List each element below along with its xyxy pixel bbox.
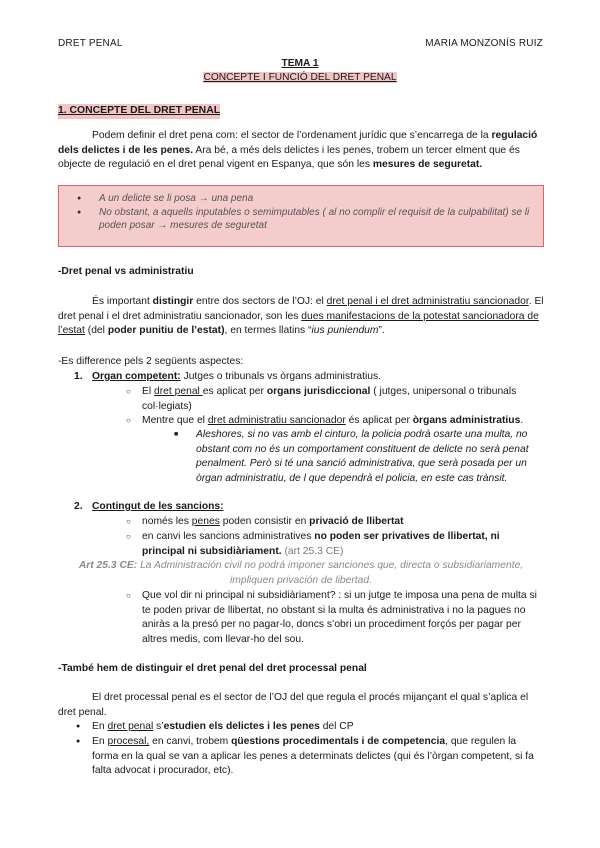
tema-subtitle bbox=[0, 71, 600, 86]
bold-text: poder punitiu de l’estat) bbox=[107, 325, 225, 337]
list-item bbox=[74, 370, 544, 385]
item-label: Organ competent: bbox=[92, 371, 181, 382]
bold-text: privació de llibertat bbox=[309, 516, 404, 527]
text: Jutges o tribunals vs òrgans administratius. bbox=[180, 371, 381, 382]
underlined-text: dret penal bbox=[154, 386, 203, 397]
bold-text: estudien els delictes i les penes bbox=[163, 721, 320, 732]
paragraph: El dret processal penal es el sector de l’OJ del que regula el procés mijançant el qual s’aplica el dret penal. bbox=[58, 692, 529, 718]
text: Que vol dir ni principal ni subsidiàriament? : si un jutge te imposa una pena de multa si te poden privar de llibertat, no obstant si la multa és administrativa i no la pagues no aniràs a la presó per no pagar-lo, doncs s’obri un procediment forçós per pagar per altres medis, com llevar-ho del sou. bbox=[142, 590, 537, 645]
text: , que regulen la forma en la qual se van a aplicar les penes a determinats delictes (qui és l’òrgan competent, si fa falta advocat i procurador, etc). bbox=[92, 736, 534, 777]
tema-subtitle-text: CONCEPTE I FUNCIÓ DEL DRET PENAL bbox=[203, 72, 397, 83]
item-number: 2. bbox=[74, 501, 83, 512]
header-left: DRET PENAL bbox=[58, 38, 123, 49]
circle-bullet-icon: ○ bbox=[126, 591, 131, 600]
underlined-text: penes bbox=[191, 516, 220, 527]
list-item bbox=[126, 385, 544, 414]
intro-paragraph bbox=[58, 129, 544, 173]
bold-text: qüestions procedimentals i de competencia bbox=[231, 736, 446, 747]
bold-text: organs jurisdiccional bbox=[266, 386, 371, 397]
list-item bbox=[126, 414, 544, 429]
text: . bbox=[520, 415, 524, 426]
list-intro: -Es difference pels 2 següents aspectes: bbox=[58, 356, 244, 367]
list-item bbox=[126, 589, 544, 647]
text: Podem definir el dret pena com: el sector de l’ordenament jurídic que s’encarrega de la bbox=[92, 130, 489, 141]
text: ”. bbox=[378, 325, 385, 337]
bold-text: regulació dels delictes i de les penes. bbox=[58, 130, 538, 156]
bold-text: mesures de seguretat. bbox=[372, 159, 483, 171]
text: En bbox=[92, 721, 108, 732]
bullet-icon: ● bbox=[76, 723, 81, 730]
text: del CP bbox=[319, 721, 354, 732]
highlight-box bbox=[58, 185, 544, 247]
text: entre dos sectors de l’OJ: el bbox=[193, 296, 327, 307]
bold-text: distingir bbox=[152, 296, 194, 307]
text: El bbox=[142, 386, 155, 397]
text: s’ bbox=[153, 721, 164, 732]
underlined-text: dret penal bbox=[107, 721, 154, 732]
text: és aplicat per bbox=[345, 415, 413, 426]
section-heading: 1. CONCEPTE DEL DRET PENAL bbox=[58, 104, 220, 119]
list-item bbox=[76, 720, 544, 735]
item-number: 1. bbox=[74, 371, 83, 382]
item-label: Contingut de les sancions: bbox=[92, 501, 224, 512]
article-label: Art 25.3 CE: bbox=[78, 560, 138, 571]
list-item bbox=[126, 515, 544, 530]
circle-bullet-icon: ○ bbox=[126, 416, 131, 425]
bold-text: no poden ser privatives de llibertat, ni principal ni subsidiàriament. bbox=[142, 531, 500, 557]
circle-bullet-icon: ○ bbox=[126, 517, 131, 526]
subsection-heading: -Dret penal vs administratiu bbox=[58, 266, 194, 277]
text: en canvi les sancions administratives bbox=[142, 531, 315, 542]
tema-title: TEMA 1 bbox=[281, 58, 319, 69]
underlined-text: dret penal i el dret administratiu sancionador bbox=[326, 296, 529, 307]
underlined-text: procesal, bbox=[107, 736, 150, 747]
square-bullet-icon: ■ bbox=[174, 431, 179, 438]
list-item bbox=[126, 530, 544, 559]
text: només les bbox=[142, 516, 192, 527]
text: , en termes llatins “ bbox=[224, 325, 312, 337]
list-item bbox=[174, 428, 544, 486]
text: . El dret penal i el dret administratiu sancionador, son les bbox=[58, 296, 544, 322]
text: En bbox=[92, 736, 108, 747]
box-item: ● No obstant, a aquells inputables o semimputables ( al no complir el requisit de la culpabilitat) se li poden posar → mesures de seguretat bbox=[99, 206, 533, 233]
box-list bbox=[59, 186, 543, 233]
text: es aplicat per bbox=[202, 386, 267, 397]
text: poden consistir en bbox=[219, 516, 310, 527]
list-item bbox=[76, 735, 544, 779]
underlined-text: dret administratiu sancionador bbox=[207, 415, 346, 426]
article-quote bbox=[58, 559, 544, 588]
underlined-text: dues manifestacions de la potestat sancionadora de l’estat bbox=[58, 310, 539, 337]
text: És important bbox=[92, 296, 153, 307]
text: (art 25.3 CE) bbox=[281, 545, 344, 557]
header-right: MARIA MONZONÍS RUIZ bbox=[425, 38, 543, 49]
subsection-heading: -També hem de distinguir el dret penal del dret processal penal bbox=[58, 663, 367, 674]
circle-bullet-icon: ○ bbox=[126, 532, 131, 541]
text: Ara bé, a més dels delictes i les penes, trobem un tercer elment que és objecte de regulació en el dret penal vigent en Espanya, que són les bbox=[58, 144, 520, 171]
text: Mentre que el bbox=[142, 415, 208, 426]
text: en canvi, trobem bbox=[149, 736, 232, 747]
article-text: La Administración civil no podrá imponer sanciones que, directa o subsidiariamente, impliquen privación de libertad. bbox=[137, 560, 524, 586]
bold-text: òrgans administratius bbox=[412, 415, 521, 426]
text: (del bbox=[84, 325, 108, 337]
circle-bullet-icon: ○ bbox=[126, 387, 131, 396]
text: Aleshores, si no vas amb el cinturo, la policia podrà osarte una multa, no obstant com no és un comportament constituent de delicte no serà penat penalment. Però si té una sanció administrativa, que serà posada per un òrgan administratiu, de l que dependrà el policia, en este cas trànsit. bbox=[196, 429, 529, 484]
list-item bbox=[74, 500, 544, 515]
text: ( jutges, unipersonal o tribunals col·legiats) bbox=[142, 386, 517, 412]
paragraph bbox=[58, 295, 544, 339]
box-item: ● A un delicte se li posa → una pena bbox=[99, 192, 533, 206]
italic-text: ius puniendum bbox=[311, 325, 379, 337]
bullet-icon: ● bbox=[76, 738, 81, 745]
